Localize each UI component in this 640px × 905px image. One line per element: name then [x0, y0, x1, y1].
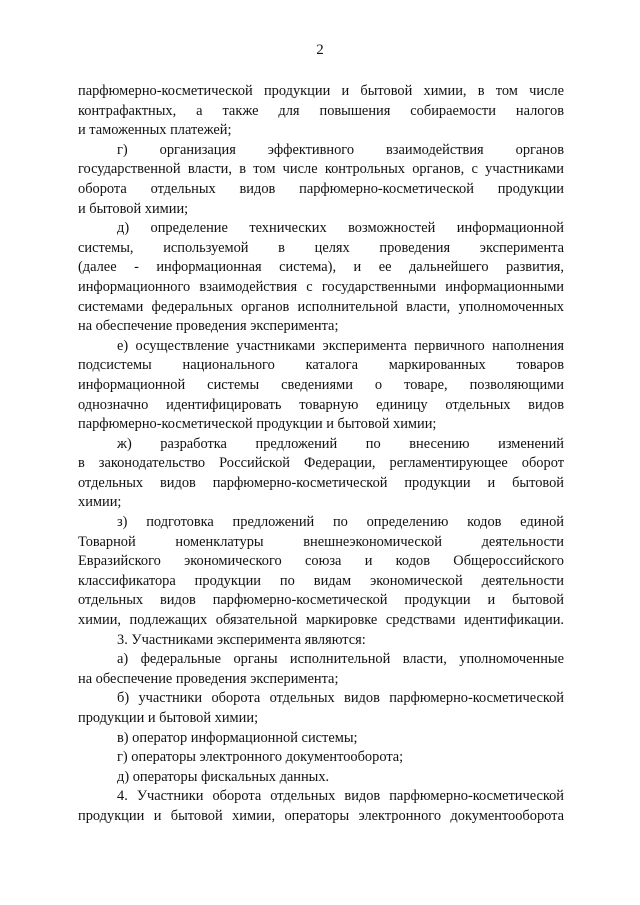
text-line: б) участники оборота отдельных видов парфюмерно-косметической — [117, 690, 564, 707]
text-line: е) осуществление участниками эксперимента первичного наполнения — [117, 337, 564, 354]
text-line: а) федеральные органы исполнительной власти, уполномоченные — [117, 651, 564, 668]
text-line: д) операторы фискальных данных. — [117, 768, 330, 785]
text-line: системами федеральных органов исполнительной власти, уполномоченных — [78, 298, 564, 315]
text-line: 4. Участники оборота отдельных видов парфюмерно-косметической — [117, 788, 564, 805]
text-line: информационного взаимодействия с государственными информационными — [78, 278, 564, 295]
text-line: (далее - информационная система), и ее дальнейшего развития, — [78, 259, 564, 276]
text-line: отдельных видов парфюмерно-косметической продукции и бытовой — [78, 592, 564, 609]
text-line: продукции и бытовой химии, операторы электронного документооборота — [78, 807, 564, 824]
text-line: продукции и бытовой химии; — [78, 710, 259, 726]
text-line: классификатора продукции по видам экономической деятельности — [78, 572, 564, 589]
page-number: 2 — [316, 42, 324, 58]
text-line: и бытовой химии; — [78, 200, 189, 217]
text-line: отдельных видов парфюмерно-косметической продукции и бытовой — [78, 474, 564, 491]
text-line: в) оператор информационной системы; — [117, 729, 358, 746]
text-line: Евразийского экономического союза и кодов Общероссийского — [78, 553, 564, 570]
text-line: д) определение технических возможностей информационной — [117, 220, 564, 237]
text-line: г) организация эффективного взаимодействия органов — [117, 141, 564, 158]
text-line: химии, подлежащих обязательной маркировке средствами идентификации. — [78, 612, 564, 629]
text-line: Товарной номенклатуры внешнеэкономической деятельности — [78, 533, 564, 550]
text-line: на обеспечение проведения эксперимента; — [78, 670, 339, 687]
text-line: подсистемы национального каталога маркированных товаров — [78, 357, 564, 374]
text-line: и таможенных платежей; — [78, 122, 232, 139]
text-line: ж) разработка предложений по внесению изменений — [117, 435, 564, 452]
text-line: на обеспечение проведения эксперимента; — [78, 318, 339, 335]
text-line: системы, используемой в целях проведения эксперимента — [78, 239, 564, 256]
document-body — [78, 82, 564, 827]
text-line: оборота отдельных видов парфюмерно-косметической продукции — [78, 180, 564, 197]
text-line: в законодательство Российской Федерации, регламентирующее оборот — [78, 455, 564, 472]
text-line: 3. Участниками эксперимента являются: — [117, 631, 366, 648]
text-line: парфюмерно-косметической продукции и бытовой химии, в том числе — [78, 83, 564, 99]
text-line: информационной системы сведениями о товаре, позволяющими — [78, 376, 564, 393]
text-line: г) операторы электронного документооборота; — [117, 749, 404, 766]
text-line: химии; — [78, 494, 122, 511]
text-line: однозначно идентифицировать товарную единицу отдельных видов — [78, 396, 564, 413]
text-line: парфюмерно-косметической продукции и бытовой химии; — [78, 416, 437, 433]
text-line: з) подготовка предложений по определению кодов единой — [117, 514, 564, 531]
text-line: государственной власти, в том числе контрольных органов, с участниками — [78, 161, 564, 178]
text-line: контрафактных, а также для повышения собираемости налогов — [78, 102, 564, 119]
